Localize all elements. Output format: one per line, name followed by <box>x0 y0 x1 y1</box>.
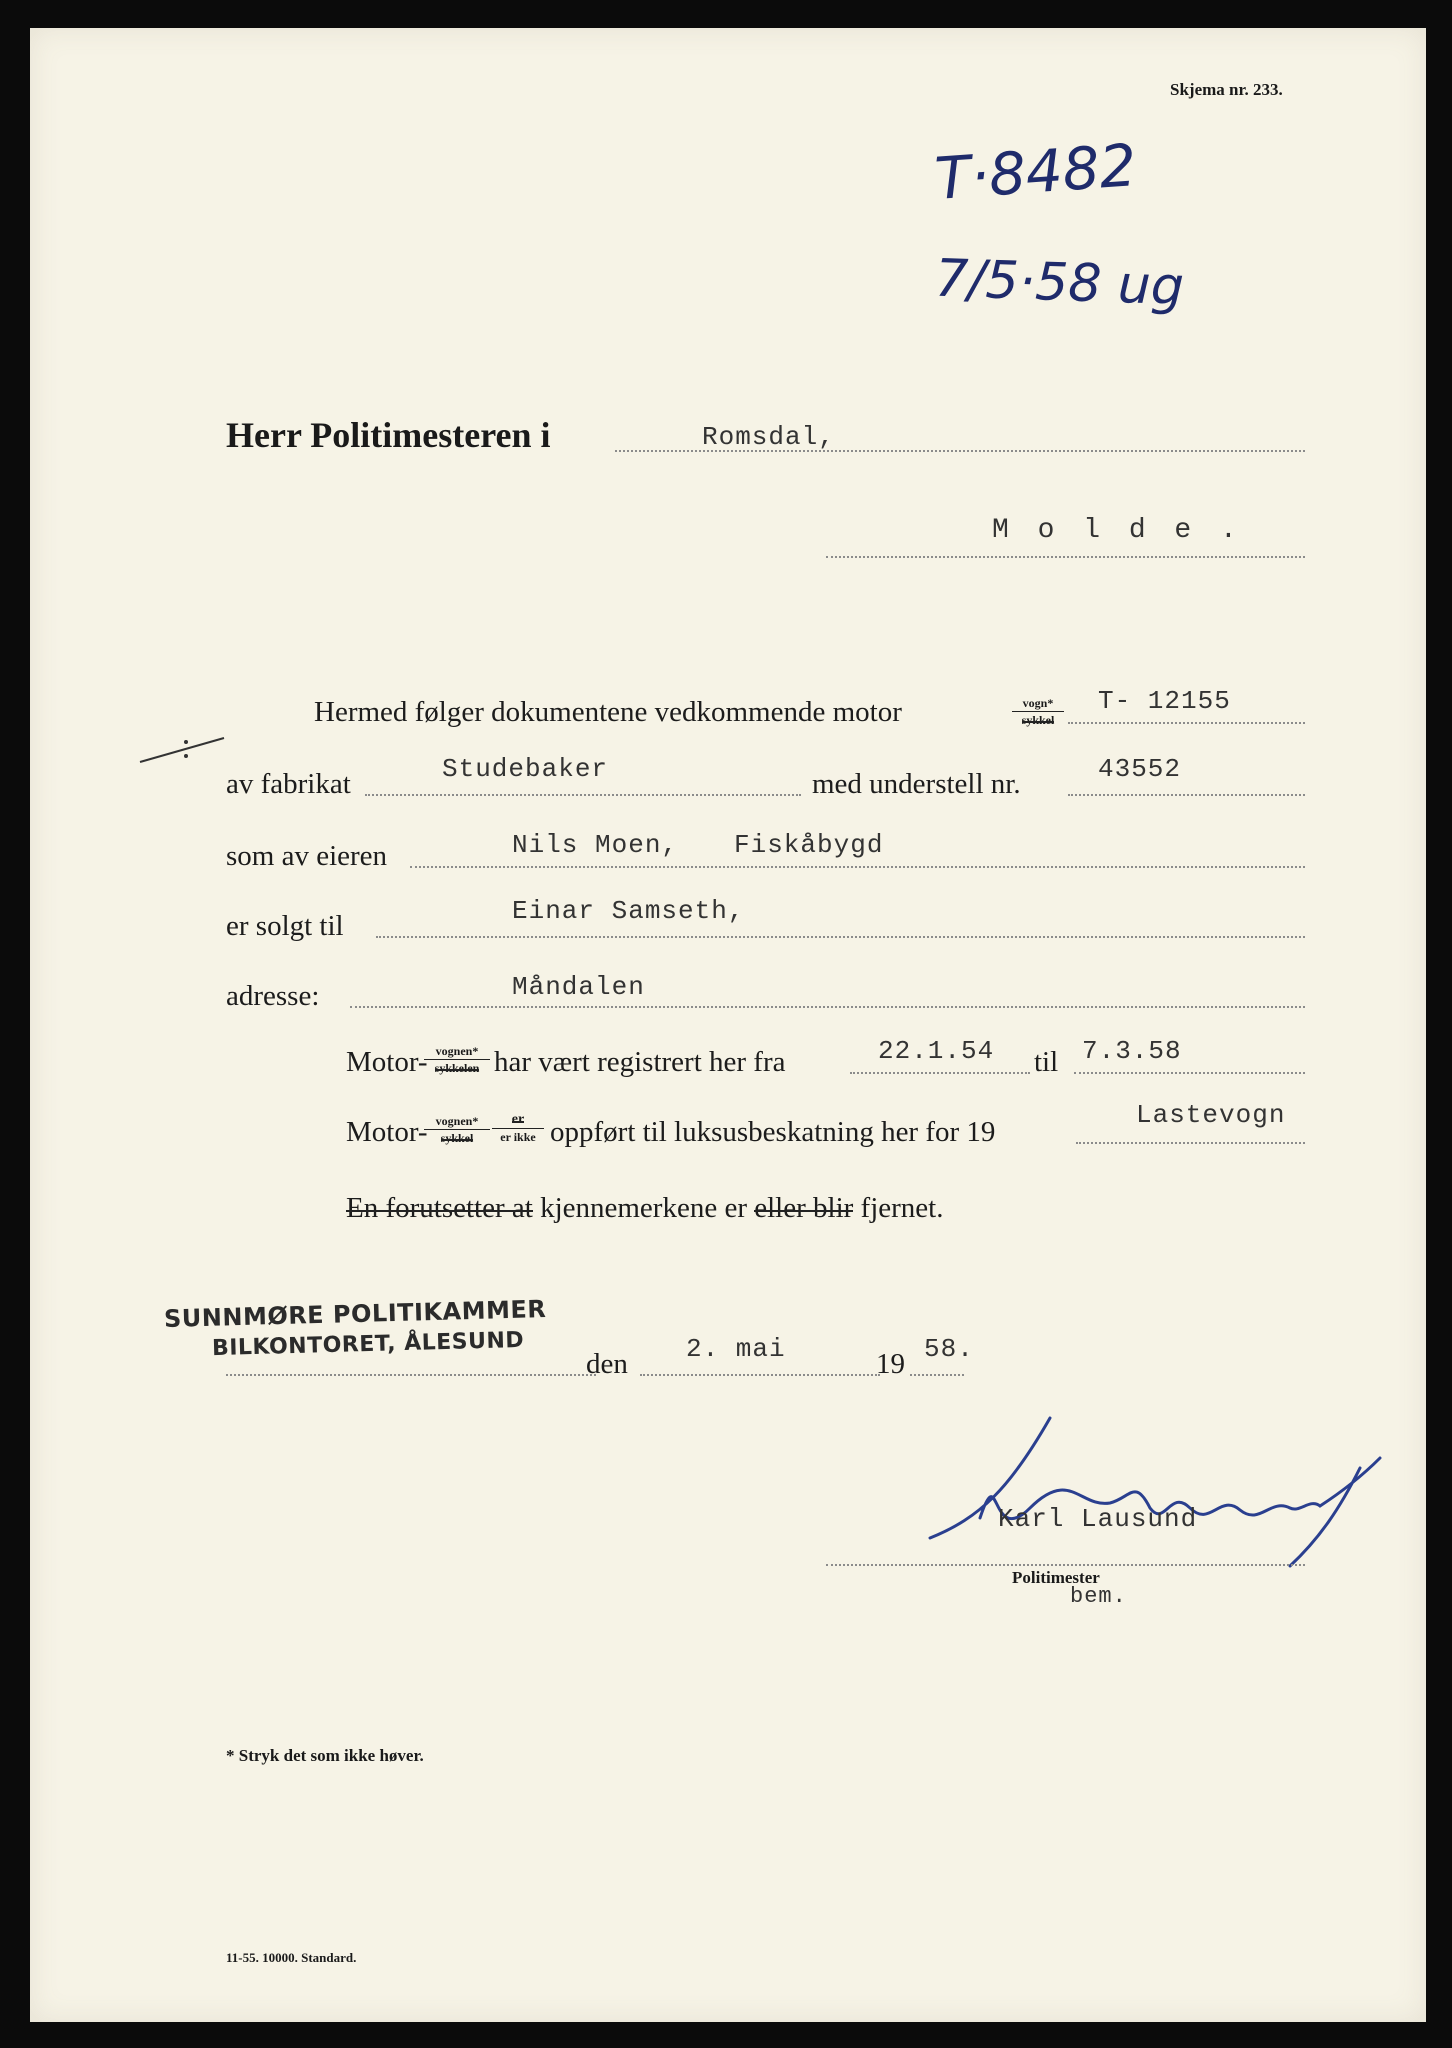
buyer-value: Einar Samseth, <box>512 896 745 926</box>
stamp-line-2: BILKONTORET, ÅLESUND <box>211 1327 525 1362</box>
footnote: * Stryk det som ikke høver. <box>226 1746 424 1765</box>
dotted-line <box>1076 1142 1305 1144</box>
intro-text: Hermed følger dokumentene vedkommende motor <box>314 696 902 728</box>
signatory-suffix: bem. <box>1070 1584 1127 1609</box>
vehicle-type-choice <box>1012 696 1064 728</box>
chassis-value: 43552 <box>1098 754 1182 784</box>
dotted-line <box>640 1374 880 1376</box>
addressee-prefix: Herr Politimesteren i <box>226 415 551 455</box>
tax-sup2-struck: er <box>511 1112 525 1127</box>
owner-name: Nils Moen, <box>512 830 679 860</box>
registration-number: T- 12155 <box>1098 686 1231 716</box>
reg-to-label: til <box>1034 1046 1059 1078</box>
print-info: 11-55. 10000. Standard. <box>226 1950 357 1965</box>
plates-text-2: fjernet. <box>860 1192 944 1224</box>
plates-struck-2: eller blir <box>754 1192 854 1224</box>
dotted-line <box>910 1374 964 1376</box>
chassis-label: med understell nr. <box>812 768 1021 800</box>
dotted-line <box>826 556 1305 558</box>
handwritten-reference: T·8482 <box>932 131 1139 213</box>
dotted-line <box>226 1374 596 1376</box>
tax-vehicle-choice <box>424 1114 490 1146</box>
reg-prefix: Motor- <box>346 1046 428 1078</box>
address-label: adresse: <box>226 980 320 1012</box>
address-value: Måndalen <box>512 972 645 1002</box>
dotted-line <box>1074 1072 1305 1074</box>
dotted-line <box>350 1006 1305 1008</box>
date-year-prefix: 19 <box>876 1348 905 1380</box>
tax-prefix: Motor- <box>346 1116 428 1148</box>
vehicle-sup: vogn* <box>1022 696 1054 710</box>
date-day: 2. mai <box>686 1334 786 1364</box>
tax-sub2: er ikke <box>492 1128 544 1145</box>
signature-scribble <box>920 1398 1400 1578</box>
tax-value: Lastevogn <box>1136 1100 1286 1130</box>
reg-sup: vognen* <box>435 1044 479 1058</box>
plates-text-1: kjennemerkene er <box>540 1192 747 1224</box>
plates-line <box>346 1192 943 1225</box>
buyer-label: er solgt til <box>226 910 344 942</box>
reg-sub-struck: sykkelen <box>434 1061 480 1075</box>
date-year: 58. <box>924 1334 974 1364</box>
tax-status-choice <box>492 1112 544 1145</box>
make-value: Studebaker <box>442 754 609 784</box>
date-den: den <box>586 1348 628 1380</box>
addressee-district: Romsdal, <box>702 422 835 452</box>
vehicle-struck: sykkel <box>1021 713 1055 727</box>
signatory-title: Politimester <box>1012 1568 1100 1587</box>
reg-to: 7.3.58 <box>1082 1036 1182 1066</box>
form-sheet <box>30 28 1426 2022</box>
owner-label: som av eieren <box>226 840 388 872</box>
handwritten-date-note: 7/5·58 ug <box>934 248 1185 318</box>
dotted-line <box>376 936 1305 938</box>
plates-struck-1: En forutsetter at <box>346 1192 533 1224</box>
reg-vehicle-choice <box>424 1044 490 1076</box>
reg-text: har vært registrert her fra <box>494 1046 786 1078</box>
dotted-line <box>826 1564 1305 1566</box>
form-number: Skjema nr. 233. <box>1170 80 1283 99</box>
tax-text: oppført til luksusbeskatning her for 19 <box>550 1116 996 1148</box>
dotted-line <box>1068 794 1305 796</box>
dotted-line <box>1068 722 1305 724</box>
signatory-name: Karl Lausund <box>998 1504 1198 1534</box>
tax-sub-struck: sykkel <box>440 1131 474 1145</box>
stamp-line-1: SUNNMØRE POLITIKAMMER <box>163 1295 547 1333</box>
dotted-line <box>850 1072 1030 1074</box>
make-label: av fabrikat <box>226 768 351 800</box>
dotted-line <box>410 866 1305 868</box>
reg-from: 22.1.54 <box>878 1036 995 1066</box>
tax-sup: vognen* <box>435 1114 479 1128</box>
addressee-city: M o l d e . <box>992 515 1243 546</box>
owner-place: Fiskåbygd <box>734 830 884 860</box>
margin-mark <box>138 728 228 768</box>
dotted-line <box>365 794 801 796</box>
